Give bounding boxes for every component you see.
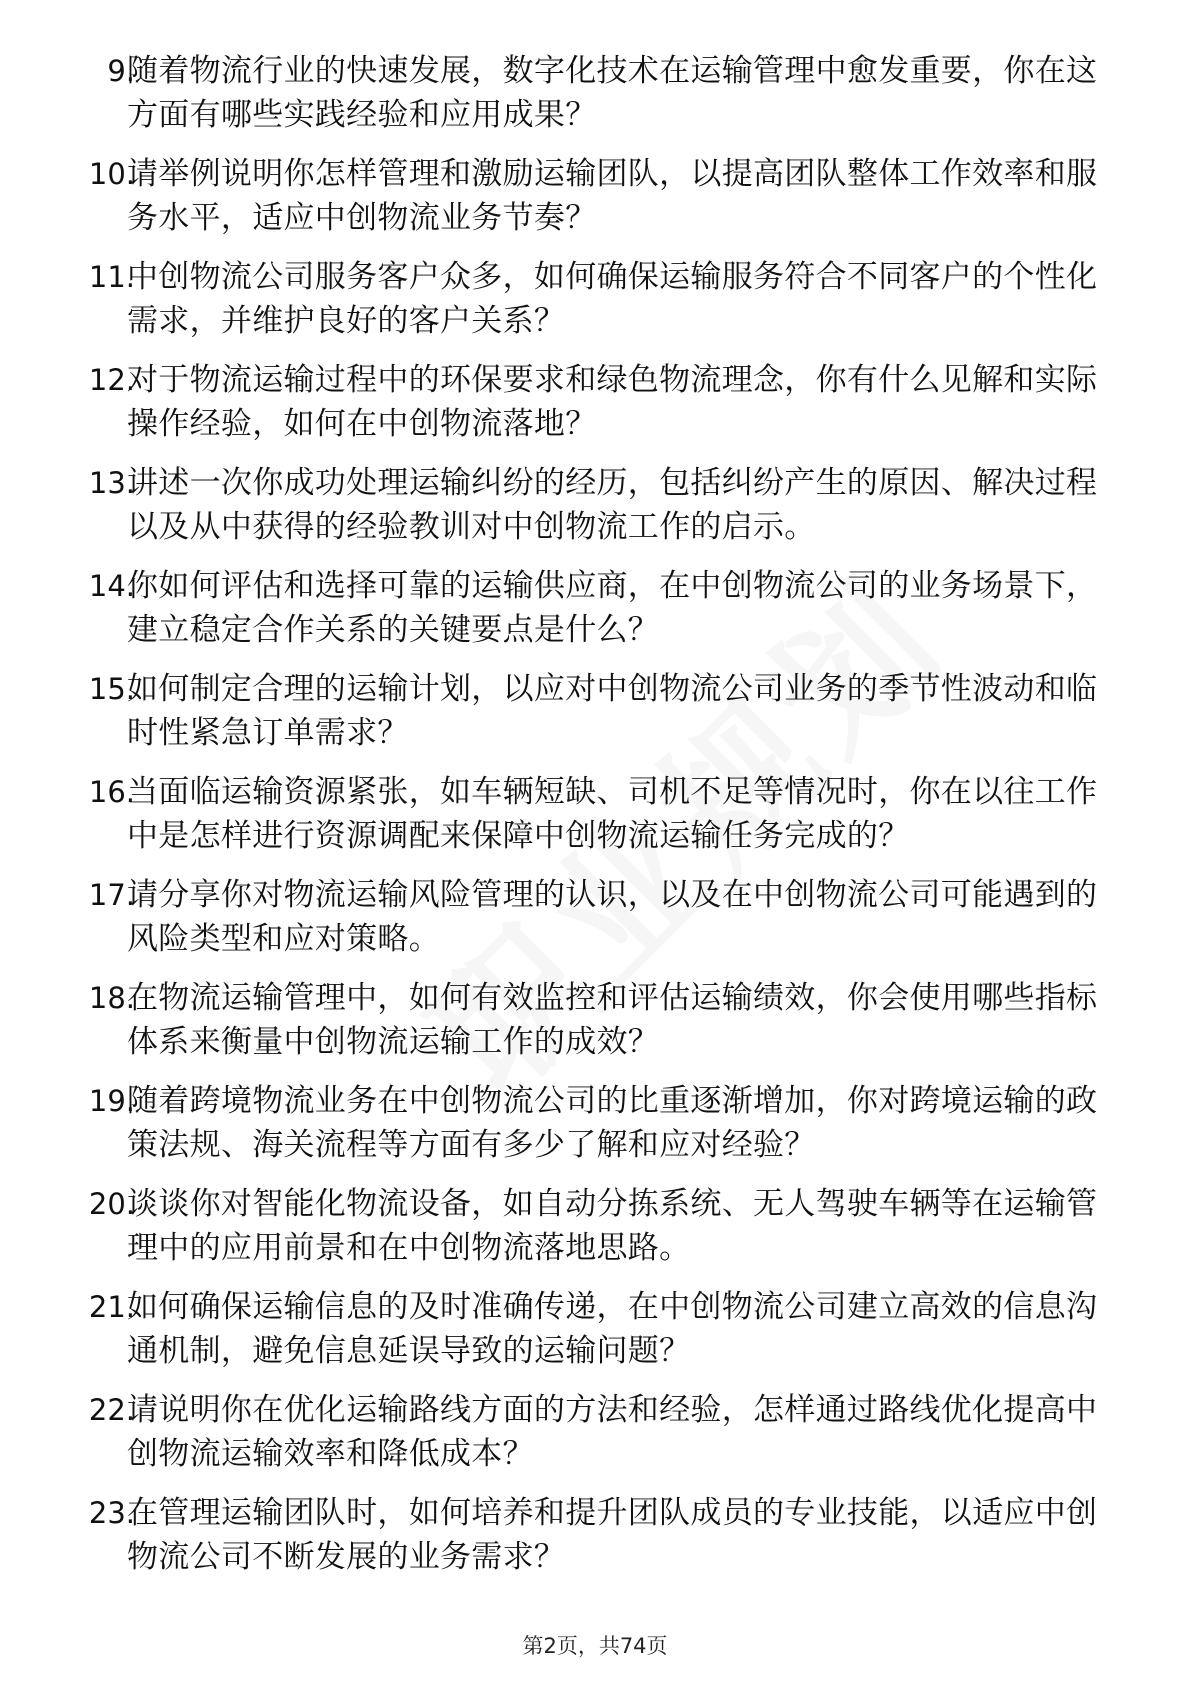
question-number: 16. <box>88 775 135 809</box>
question-item <box>0 873 1190 976</box>
question-text: 随着物流行业的快速发展，数字化技术在运输管理中愈发重要，你在这方面有哪些实践经验和应用成果？ <box>127 53 1098 133</box>
question-item <box>0 976 1190 1079</box>
question-item <box>0 49 1190 152</box>
question-text: 在管理运输团队时，如何培养和提升团队成员的专业技能，以适应中创物流公司不断发展的业务需求？ <box>127 1495 1098 1575</box>
question-text: 你如何评估和选择可靠的运输供应商，在中创物流公司的业务场景下，建立稳定合作关系的关键要点是什么？ <box>127 568 1098 648</box>
question-item <box>0 358 1190 461</box>
question-text: 对于物流运输过程中的环保要求和绿色物流理念，你有什么见解和实际操作经验，如何在中创物流落地？ <box>127 362 1098 442</box>
question-item <box>0 1491 1190 1594</box>
question-item <box>0 667 1190 770</box>
question-text: 在物流运输管理中，如何有效监控和评估运输绩效，你会使用哪些指标体系来衡量中创物流运输工作的成效？ <box>127 980 1098 1060</box>
question-text: 谈谈你对智能化物流设备，如自动分拣系统、无人驾驶车辆等在运输管理中的应用前景和在中创物流落地思路。 <box>127 1186 1098 1266</box>
question-number: 21. <box>88 1290 135 1324</box>
question-text: 请分享你对物流运输风险管理的认识，以及在中创物流公司可能遇到的风险类型和应对策略。 <box>127 877 1098 957</box>
question-number: 22. <box>88 1393 135 1427</box>
question-item <box>0 1182 1190 1285</box>
question-text: 如何制定合理的运输计划，以应对中创物流公司业务的季节性波动和临时性紧急订单需求？ <box>127 671 1098 751</box>
question-number: 13. <box>88 466 135 500</box>
question-item <box>0 255 1190 358</box>
question-number: 17. <box>88 878 135 912</box>
question-text: 中创物流公司服务客户众多，如何确保运输服务符合不同客户的个性化需求，并维护良好的客户关系？ <box>127 259 1098 339</box>
question-number: 18. <box>88 981 135 1015</box>
question-text: 当面临运输资源紧张，如车辆短缺、司机不足等情况时，你在以往工作中是怎样进行资源调配来保障中创物流运输任务完成的？ <box>127 774 1098 854</box>
question-number: 14. <box>88 569 135 603</box>
question-number: 20. <box>88 1187 135 1221</box>
question-text: 请说明你在优化运输路线方面的方法和经验，怎样通过路线优化提高中创物流运输效率和降低成本？ <box>127 1392 1098 1472</box>
question-number: 15. <box>88 672 135 706</box>
question-item <box>0 1079 1190 1182</box>
question-text: 讲述一次你成功处理运输纠纷的经历，包括纠纷产生的原因、解决过程以及从中获得的经验教训对中创物流工作的启示。 <box>127 465 1098 545</box>
page-footer: 第2页，共74页 <box>522 1634 668 1658</box>
question-number: 23. <box>88 1496 135 1530</box>
question-number: 11. <box>88 260 135 294</box>
question-item <box>0 564 1190 667</box>
question-item <box>0 461 1190 564</box>
question-item <box>0 770 1190 873</box>
question-text: 如何确保运输信息的及时准确传递，在中创物流公司建立高效的信息沟通机制，避免信息延误导致的运输问题？ <box>127 1289 1098 1369</box>
question-item <box>0 1285 1190 1388</box>
question-number: 12. <box>88 363 135 397</box>
question-list <box>0 49 1190 1594</box>
question-item <box>0 1388 1190 1491</box>
question-number: 19. <box>88 1084 135 1118</box>
question-number: 10. <box>88 157 135 191</box>
question-text: 请举例说明你怎样管理和激励运输团队，以提高团队整体工作效率和服务水平，适应中创物流业务节奏？ <box>127 156 1098 236</box>
question-text: 随着跨境物流业务在中创物流公司的比重逐渐增加，你对跨境运输的政策法规、海关流程等方面有多少了解和应对经验？ <box>127 1083 1098 1163</box>
question-item <box>0 152 1190 255</box>
question-number: 9. <box>107 54 135 88</box>
